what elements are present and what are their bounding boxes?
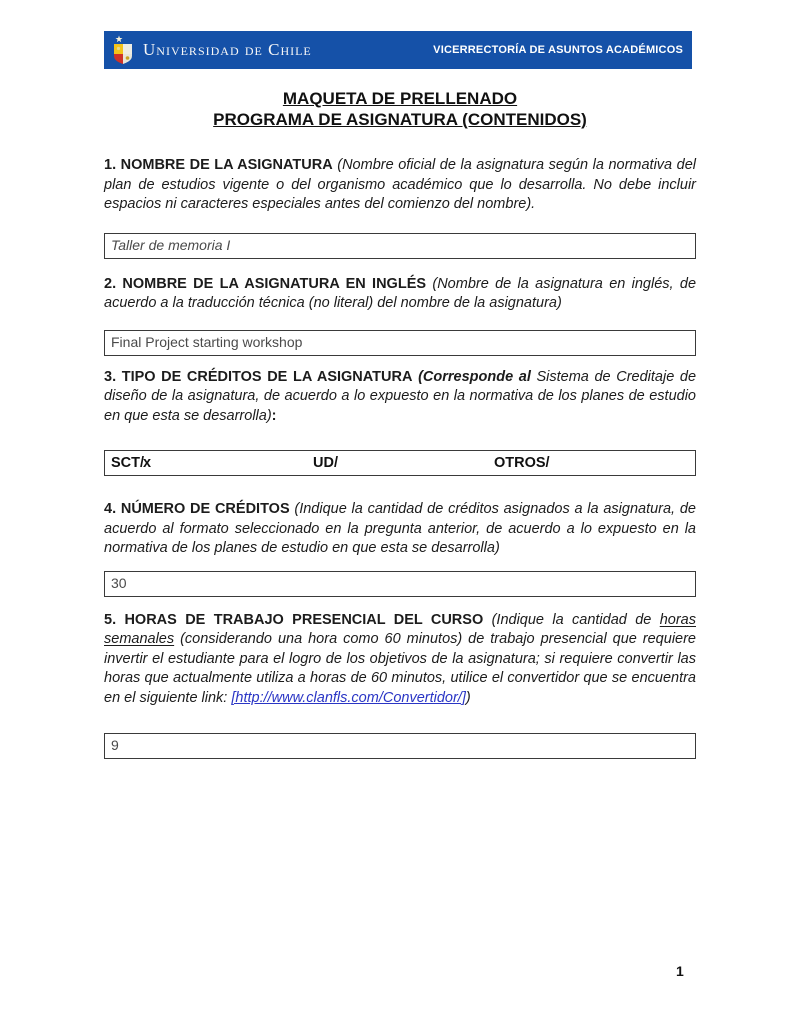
convertidor-link[interactable]: [http://www.clanfls.com/Convertidor/] <box>231 689 466 706</box>
doc-title <box>104 88 696 130</box>
otros-label: OTROS/ <box>494 455 550 471</box>
ud-label: UD/ <box>313 455 338 471</box>
question-2-description: (Nombre de la asignatura en inglés, de acuerdo a la traducción técnica (no literal) del nombre de la asignatura) <box>104 275 697 311</box>
question-1-description: (Nombre oficial de la asignatura según la normativa del plan de estudios vigente o del organismo académico que lo desarrolla. No debe incluir espacios ni caracteres especiales antes del comienzo del nombre). <box>104 157 696 212</box>
university-crest-icon <box>112 35 134 65</box>
question-3-description: Sistema de Creditaje de diseño de la asignatura, de acuerdo a lo expuesto en la normativa de los planes de estudio en que esta se desarrolla) <box>104 368 697 424</box>
question-3-description-lead: (Corresponde al <box>418 368 531 385</box>
question-2-label: 2. NOMBRE DE LA ASIGNATURA EN INGLÉS <box>104 275 427 292</box>
question-4-heading <box>104 500 696 559</box>
question-1-label: 1. NOMBRE DE LA ASIGNATURA <box>104 157 333 173</box>
question-5-description-underlined: horas semanales <box>104 611 696 647</box>
university-wordmark: Universidad de Chile <box>143 40 312 59</box>
doc-title-line-1: MAQUETA DE PRELLENADO <box>282 89 518 108</box>
sct-value[interactable]: x <box>143 455 152 471</box>
question-4-description: (Indique la cantidad de créditos asignados a la asignatura, de acuerdo al formato seleccionado en la pregunta anterior, de acuerdo a lo expuesto en la normativa de los planes de estudio en que esta se desarrolla) <box>104 501 696 556</box>
doc-title-line-2: PROGRAMA DE ASIGNATURA (CONTENIDOS) <box>213 110 587 129</box>
answer-value-weekly-hours: 9 <box>111 737 119 753</box>
question-5-description-part3: ) <box>465 689 471 706</box>
question-1-heading <box>104 156 696 215</box>
department-name: VICERRECTORÍA DE ASUNTOS ACADÉMICOS <box>433 44 683 56</box>
document-body <box>104 88 696 759</box>
answer-field-credit-count[interactable] <box>104 571 696 597</box>
answer-field-course-name-english[interactable] <box>104 330 696 356</box>
answer-value-course-name-english: Final Project starting workshop <box>111 333 303 350</box>
question-3-description-tail: : <box>271 407 277 424</box>
answer-value-credit-count: 30 <box>111 574 127 591</box>
question-5-label: 5. HORAS DE TRABAJO PRESENCIAL DEL CURSO <box>104 611 484 628</box>
answer-field-weekly-hours[interactable] <box>104 733 696 759</box>
question-5-description-part2: (considerando una hora como 60 minutos) de trabajo presencial que requiere invertir el estudiante para el logro de los objetivos de la asignatura; si requiere convertir las horas que actualmente utiliza a horas de 60 minutos, utilice el convertidor que se encuentra en el siguiente link: <box>104 631 696 706</box>
header-banner <box>104 31 692 69</box>
question-3-heading <box>104 368 696 427</box>
answer-field-course-name[interactable] <box>104 233 696 259</box>
question-5-description-part1: (Indique la cantidad de <box>491 611 660 628</box>
answer-value-course-name: Taller de memoria I <box>111 236 231 253</box>
question-2-heading <box>104 275 696 314</box>
credit-type-field[interactable] <box>104 450 696 476</box>
question-5-heading <box>104 611 696 709</box>
question-4-label: 4. NÚMERO DE CRÉDITOS <box>104 501 290 517</box>
question-3-label: 3. TIPO DE CRÉDITOS DE LA ASIGNATURA <box>104 368 413 385</box>
sct-label: SCT/ <box>111 455 145 471</box>
page-number: 1 <box>676 963 684 979</box>
